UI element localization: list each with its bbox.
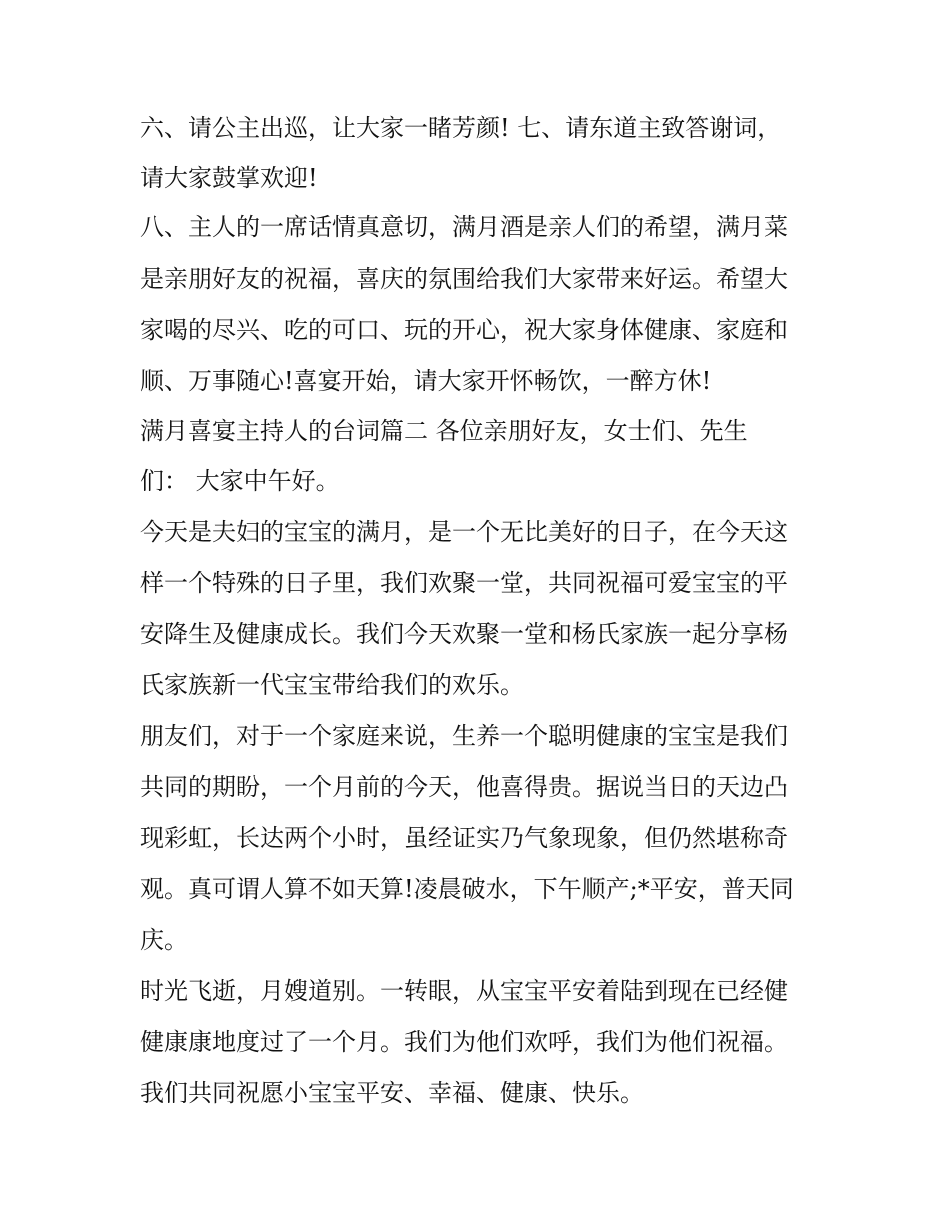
text-line: 安降生及健康成长。我们今天欢聚一堂和杨氏家族一起分享杨	[140, 620, 788, 648]
text-line: 庆。	[140, 926, 188, 954]
text-line: 朋友们，对于一个家庭来说，生养一个聪明健康的宝宝是我们	[140, 722, 788, 750]
text-line: 健康康地度过了一个月。我们为他们欢呼，我们为他们祝福。	[140, 1028, 788, 1056]
text-line: 请大家鼓掌欢迎!	[140, 164, 318, 192]
text-line: 八、主人的一席话情真意切，满月酒是亲人们的希望，满月菜	[140, 213, 788, 241]
text-line: 我们共同祝愿小宝宝平安、幸福、健康、快乐。	[140, 1079, 644, 1107]
text-line: 家喝的尽兴、吃的可口、玩的开心，祝大家身体健康、家庭和	[140, 316, 788, 344]
text-line: 时光飞逝，月嫂道别。一转眼，从宝宝平安着陆到现在已经健	[140, 977, 788, 1005]
text-line: 观。真可谓人算不如天算!凌晨破水，下午顺产;*平安，普天同	[140, 875, 794, 903]
text-line: 现彩虹，长达两个小时，虽经证实乃气象现象，但仍然堪称奇	[140, 824, 788, 852]
text-line: 今天是夫妇的宝宝的满月，是一个无比美好的日子，在今天这	[140, 518, 788, 546]
text-line: 样一个特殊的日子里，我们欢聚一堂，共同祝福可爱宝宝的平	[140, 569, 788, 597]
text-line: 共同的期盼，一个月前的今天，他喜得贵。据说当日的天边凸	[140, 773, 788, 801]
text-line: 氏家族新一代宝宝带给我们的欢乐。	[140, 671, 524, 699]
text-line: 六、请公主出巡，让大家一睹芳颜! 七、请东道主致答谢词，	[140, 114, 782, 142]
text-line: 满月喜宴主持人的台词篇二 各位亲朋好友，女士们、先生	[140, 417, 748, 445]
text-line: 们： 大家中午好。	[140, 467, 340, 495]
text-line: 是亲朋好友的祝福，喜庆的氛围给我们大家带来好运。希望大	[140, 265, 788, 293]
text-line: 顺、万事随心!喜宴开始，请大家开怀畅饮，一醉方休!	[140, 367, 712, 395]
